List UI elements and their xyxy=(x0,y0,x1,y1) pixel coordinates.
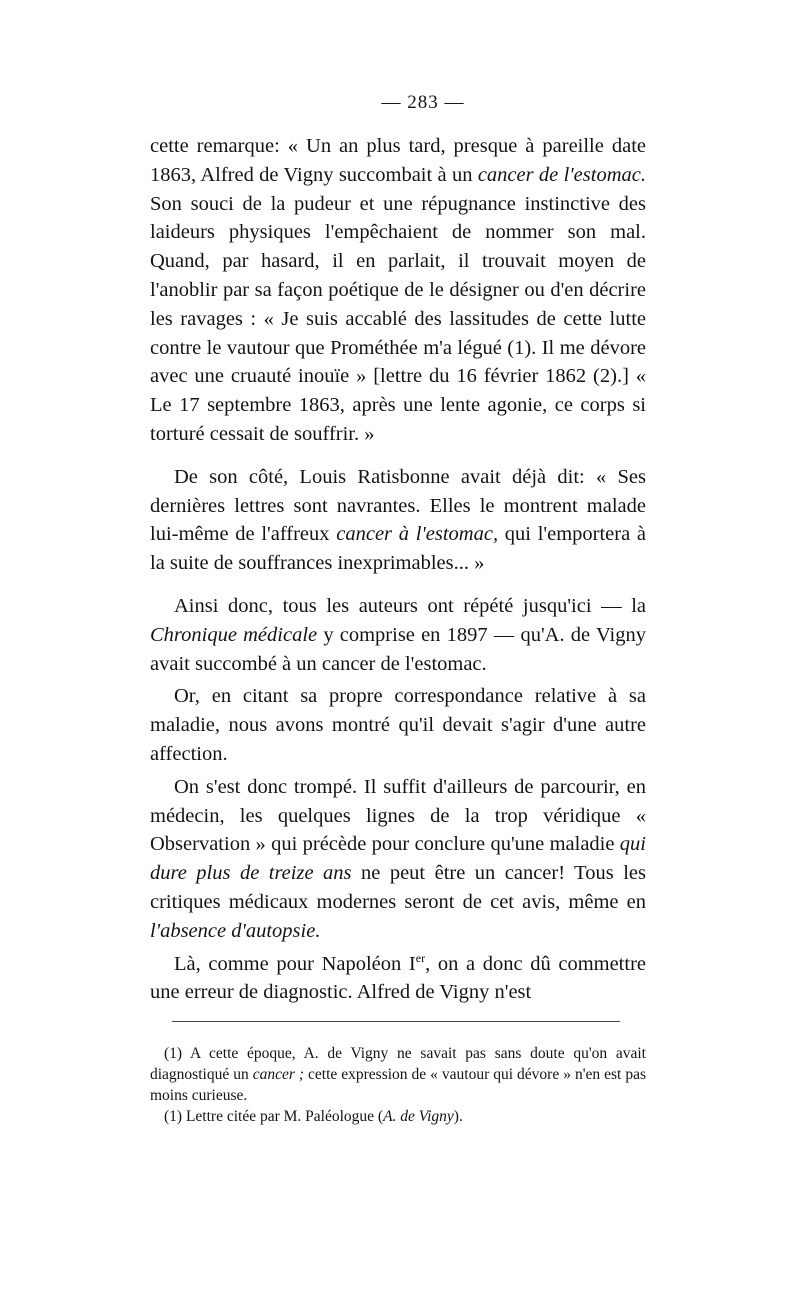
paragraph-2 xyxy=(150,463,646,578)
footnote-divider xyxy=(172,1021,620,1023)
book-page xyxy=(150,92,646,1127)
footnote-1-text-a: (1) A cette époque, A. de Vigny ne savait pas sans doute qu'on avait diagnostiqué un xyxy=(150,1045,646,1084)
paragraph-5-italic-2: l'absence d'autopsie. xyxy=(150,919,321,942)
paragraph-1-text-b: Son souci de la pudeur et une répugnance instinctive des laideurs physiques l'empêchaient de nommer son mal. Quand, par hasard, il en parlait, il trouvait moyen de l'anoblir par sa façon poétique de le désigner ou d'en décrire les ravages : « Je suis accablé des lassitudes de cette lutte contre le vautour que Prométhée m'a légué (1). Il me dévore avec une cruauté inouïe » [lettre du 16 février 1862 (2).] « Le 17 septembre 1863, après une lente agonie, ce corps si torturé cessait de souffrir. » xyxy=(150,192,646,445)
footnote-1 xyxy=(150,1043,646,1106)
paragraph-3-text-b: y comprise en 1897 — qu'A. de Vigny avait succombé à un cancer de l'estomac. xyxy=(150,623,646,675)
paragraph-5-text-a: On s'est donc trompé. Il suffit d'ailleurs de parcourir, en médecin, les quelques lignes de la trop véridique « Observation » qui précède pour conclure qu'une maladie xyxy=(150,775,646,856)
footnote-2-text-b: ). xyxy=(453,1108,463,1126)
paragraph-5-italic-1: qui dure plus de treize ans xyxy=(150,833,646,885)
paragraph-5-text-b: ne peut être un cancer! Tous les critiques médicaux modernes seront de cet avis, même en xyxy=(150,862,646,913)
paragraph-1-text-a: cette remarque: « Un an plus tard, presque à pareille date 1863, Alfred de Vigny succombait à un xyxy=(150,135,646,186)
footnote-2 xyxy=(150,1106,646,1127)
footnotes xyxy=(150,1043,646,1127)
paragraph-6 xyxy=(150,950,646,1008)
paragraph-6-text-a: Là, comme pour Napoléon I xyxy=(174,952,416,975)
page-number: — 283 — xyxy=(381,92,465,113)
footnote-1-italic: cancer ; xyxy=(252,1066,305,1084)
paragraph-3-text-a: Ainsi donc, tous les auteurs ont répété jusqu'ici — la xyxy=(174,594,646,617)
paragraph-6-superscript: er xyxy=(415,950,426,965)
paragraph-3 xyxy=(150,592,646,678)
footnote-1-text-b: cette expression de « vautour qui dévore » n'en est pas moins curieuse. xyxy=(150,1066,646,1105)
paragraph-2-italic: cancer à l'estomac, xyxy=(336,523,499,546)
paragraph-4-text: Or, en citant sa propre correspondance relative à sa maladie, nous avons montré qu'il devait s'agir d'une autre affection. xyxy=(150,685,646,765)
paragraph-1 xyxy=(150,132,646,449)
paragraph-1-italic: cancer de l'estomac. xyxy=(477,163,646,186)
paragraph-3-italic: Chronique médicale xyxy=(150,623,318,646)
footnote-2-text-a: (1) Lettre citée par M. Paléologue ( xyxy=(164,1108,384,1126)
paragraph-2-text-a: De son côté, Louis Ratisbonne avait déjà dit: « Ses dernières lettres sont navrantes. Elles le montrent malade lui-même de l'affreux xyxy=(150,465,646,546)
paragraph-5 xyxy=(150,773,646,946)
footnote-2-italic: A. de Vigny xyxy=(383,1108,454,1126)
paragraph-6-text-b: , on a donc dû commettre une erreur de diagnostic. Alfred de Vigny n'est xyxy=(150,952,647,1004)
paragraph-2-text-b: qui l'emportera à la suite de souffrances inexprimables... » xyxy=(150,523,647,575)
paragraph-4 xyxy=(150,682,646,768)
